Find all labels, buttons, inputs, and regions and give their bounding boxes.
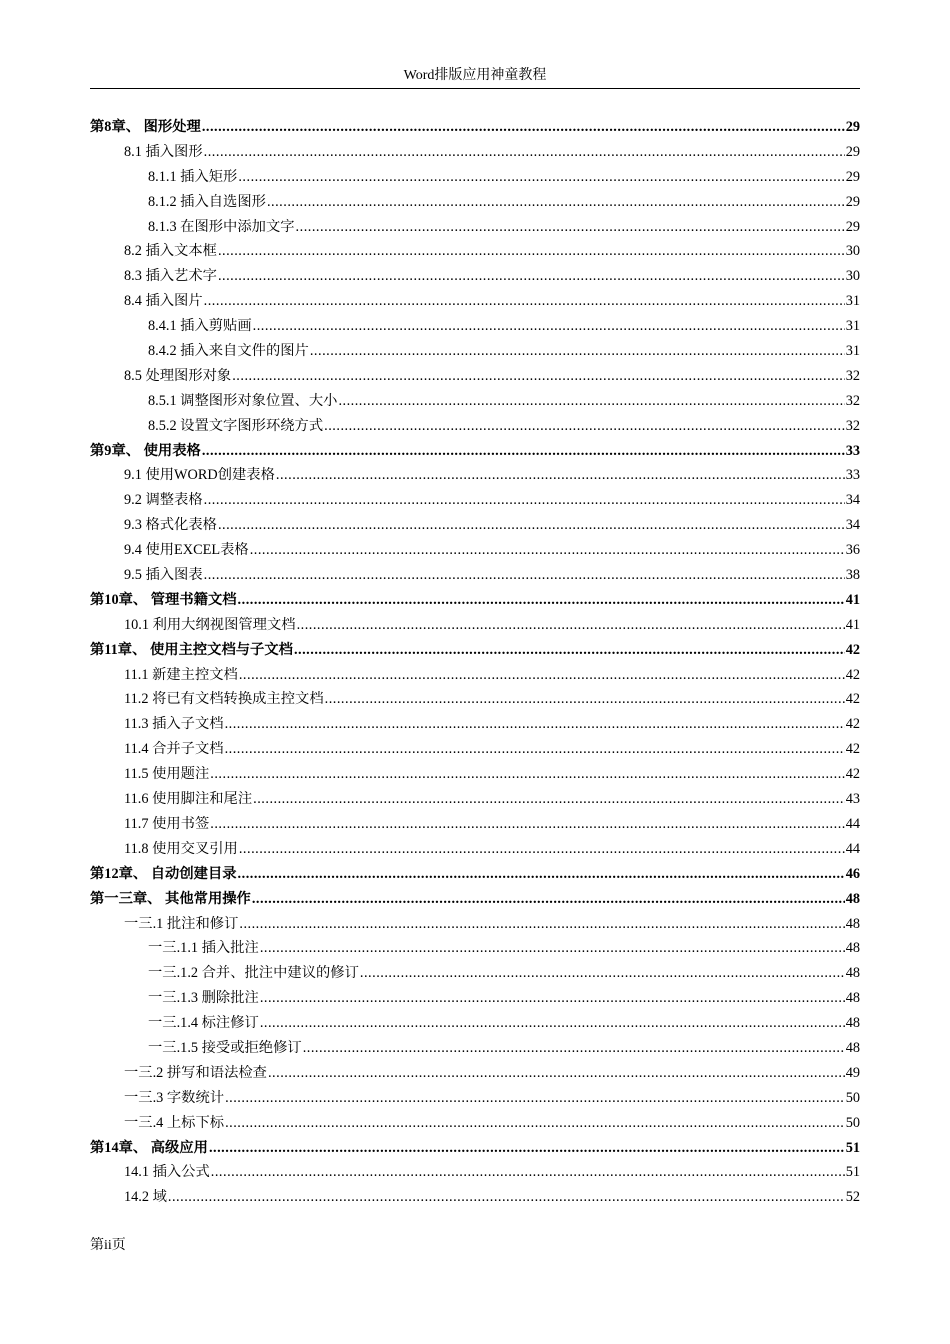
toc-dot-leader: [202, 439, 845, 464]
toc-entry-title: 第8章、 图形处理: [90, 119, 201, 135]
toc-entry-page-number: 29: [845, 143, 860, 160]
toc-entry-page-number: 29: [845, 168, 860, 185]
toc-dot-leader: [252, 887, 845, 912]
toc-dot-leader: [360, 961, 845, 986]
toc-entry[interactable]: [90, 712, 860, 737]
toc-entry-page-number: 31: [845, 343, 860, 360]
toc-entry-title: 14.1 插入公式: [124, 1164, 210, 1181]
toc-dot-leader: [204, 289, 845, 314]
toc-entry-page-number: 31: [845, 318, 860, 335]
toc-entry-page-number: 34: [845, 517, 860, 534]
toc-entry-title: 一三.1.2 合并、批注中建议的修订: [148, 965, 359, 982]
toc-entry-title: 一三.1.5 接受或拒绝修订: [148, 1039, 302, 1056]
toc-entry[interactable]: [90, 488, 860, 513]
toc-entry-title: 第14章、 高级应用: [90, 1139, 208, 1156]
toc-entry-page-number: 48: [845, 1015, 860, 1032]
toc-entry-title: 第11章、 使用主控文档与子文档: [90, 641, 293, 658]
toc-entry-title: 11.5 使用题注: [124, 766, 210, 783]
toc-entry-page-number: 33: [845, 442, 860, 459]
toc-entry-page-number: 48: [845, 965, 860, 982]
toc-dot-leader: [225, 712, 845, 737]
toc-entry-page-number: 46: [845, 865, 860, 882]
toc-dot-leader: [260, 936, 845, 961]
toc-entry-title: 一三.3 字数统计: [124, 1089, 225, 1106]
toc-entry-title: 10.1 利用大纲视图管理文档: [124, 616, 296, 633]
toc-entry[interactable]: [90, 190, 860, 215]
toc-entry-title: 11.3 插入子文档: [124, 716, 224, 733]
toc-entry-page-number: 30: [845, 268, 860, 285]
toc-dot-leader: [296, 215, 845, 240]
toc-entry[interactable]: [90, 663, 860, 688]
toc-entry-title: 8.2 插入文本框: [124, 243, 217, 260]
toc-entry[interactable]: [90, 239, 860, 264]
toc-entry[interactable]: [90, 364, 860, 389]
toc-dot-leader: [168, 1185, 845, 1210]
toc-dot-leader: [260, 1011, 845, 1036]
toc-entry-title: 第9章、 使用表格: [90, 442, 201, 459]
toc-entry[interactable]: [90, 961, 860, 986]
toc-dot-leader: [310, 339, 845, 364]
toc-entry[interactable]: [90, 463, 860, 488]
toc-entry-page-number: 29: [845, 193, 860, 210]
toc-entry[interactable]: [90, 812, 860, 837]
toc-entry-title: 8.5.1 调整图形对象位置、大小: [148, 392, 338, 409]
toc-entry[interactable]: [90, 588, 860, 613]
header-title: Word排版应用神童教程: [403, 68, 547, 83]
toc-dot-leader: [303, 1036, 845, 1061]
toc-dot-leader: [253, 314, 845, 339]
page-number-label: 第ii页: [90, 1238, 126, 1253]
toc-entry-page-number: 42: [845, 641, 860, 658]
toc-entry-title: 11.4 合并子文档: [124, 741, 224, 758]
toc-entry[interactable]: [90, 1036, 860, 1061]
toc-entry-title: 第10章、 管理书籍文档: [90, 591, 237, 608]
toc-dot-leader: [297, 613, 845, 638]
toc-entry[interactable]: [90, 414, 860, 439]
toc-entry-title: 一三.4 上标下标: [124, 1114, 225, 1131]
toc-entry[interactable]: [90, 439, 860, 464]
toc-entry-title: 8.5 处理图形对象: [124, 367, 232, 384]
toc-dot-leader: [218, 264, 845, 289]
toc-entry-page-number: 42: [845, 666, 860, 683]
toc-dot-leader: [211, 1160, 845, 1185]
toc-entry-page-number: 36: [845, 542, 860, 559]
toc-dot-leader: [239, 663, 845, 688]
toc-dot-leader: [338, 389, 844, 414]
toc-dot-leader: [210, 812, 844, 837]
toc-entry-page-number: 48: [845, 940, 860, 957]
toc-entry[interactable]: [90, 1111, 860, 1136]
toc-entry-title: 8.5.2 设置文字图形环绕方式: [148, 417, 324, 434]
toc-entry-page-number: 42: [845, 716, 860, 733]
toc-entry[interactable]: [90, 737, 860, 762]
toc-dot-leader: [250, 538, 845, 563]
toc-entry-page-number: 44: [845, 840, 860, 857]
toc-entry-page-number: 42: [845, 741, 860, 758]
toc-dot-leader: [204, 488, 845, 513]
toc-entry[interactable]: [90, 613, 860, 638]
toc-entry-page-number: 44: [845, 815, 860, 832]
toc-entry[interactable]: [90, 538, 860, 563]
toc-entry-title: 8.4.2 插入来自文件的图片: [148, 343, 309, 360]
toc-entry-page-number: 38: [845, 567, 860, 584]
toc-dot-leader: [202, 115, 845, 140]
toc-dot-leader: [267, 190, 845, 215]
toc-entry-page-number: 48: [845, 1039, 860, 1056]
toc-entry[interactable]: [90, 837, 860, 862]
toc-entry-title: 一三.1.3 删除批注: [148, 990, 259, 1007]
toc-entry-page-number: 31: [845, 293, 860, 310]
toc-entry-title: 一三.2 拼写和语法检查: [124, 1064, 267, 1081]
toc-entry-title: 11.2 将已有文档转换成主控文档: [124, 691, 324, 708]
toc-entry-page-number: 42: [845, 691, 860, 708]
toc-entry-title: 9.4 使用EXCEL表格: [124, 542, 249, 559]
toc-dot-leader: [204, 563, 845, 588]
toc-dot-leader: [239, 837, 845, 862]
toc-entry-title: 9.5 插入图表: [124, 567, 203, 584]
toc-dot-leader: [225, 1111, 845, 1136]
toc-entry-title: 第12章、 自动创建目录: [90, 865, 237, 882]
toc-entry-title: 8.4 插入图片: [124, 293, 203, 310]
toc-entry[interactable]: [90, 887, 860, 912]
toc-entry[interactable]: [90, 1160, 860, 1185]
toc-entry-title: 8.1.2 插入自选图形: [148, 193, 266, 210]
toc-dot-leader: [238, 588, 845, 613]
toc-entry[interactable]: [90, 1061, 860, 1086]
page-footer: [90, 1236, 126, 1256]
toc-entry-title: 一三.1 批注和修订: [124, 915, 239, 932]
toc-dot-leader: [268, 1061, 845, 1086]
toc-entry-page-number: 50: [845, 1089, 860, 1106]
toc-entry-page-number: 49: [845, 1064, 860, 1081]
toc-dot-leader: [210, 762, 844, 787]
toc-entry-title: 11.1 新建主控文档: [124, 666, 238, 683]
toc-dot-leader: [239, 912, 844, 937]
toc-entry-page-number: 48: [845, 915, 860, 932]
toc-dot-leader: [260, 986, 845, 1011]
toc-entry[interactable]: [90, 1185, 860, 1210]
toc-entry-page-number: 48: [845, 990, 860, 1007]
toc-dot-leader: [209, 1136, 845, 1161]
toc-entry[interactable]: [90, 687, 860, 712]
toc-dot-leader: [204, 140, 845, 165]
toc-entry-page-number: 51: [845, 1164, 860, 1181]
toc-entry-title: 9.2 调整表格: [124, 492, 203, 509]
toc-entry-page-number: 29: [845, 119, 860, 135]
toc-entry-page-number: 32: [845, 367, 860, 384]
toc-entry-title: 8.1 插入图形: [124, 143, 203, 160]
toc-entry[interactable]: [90, 1136, 860, 1161]
toc-entry[interactable]: [90, 986, 860, 1011]
toc-entry-title: 8.1.3 在图形中添加文字: [148, 218, 295, 235]
toc-entry[interactable]: [90, 1011, 860, 1036]
toc-entry-title: 14.2 域: [124, 1189, 167, 1206]
toc-entry[interactable]: [90, 787, 860, 812]
toc-entry[interactable]: [90, 165, 860, 190]
toc-dot-leader: [238, 165, 844, 190]
toc-entry[interactable]: [90, 389, 860, 414]
toc-entry-page-number: 43: [845, 791, 860, 808]
toc-entry-title: 8.1.1 插入矩形: [148, 168, 238, 185]
toc-entry[interactable]: [90, 289, 860, 314]
toc-dot-leader: [238, 862, 845, 887]
toc-dot-leader: [225, 737, 845, 762]
toc-dot-leader: [218, 239, 845, 264]
toc-entry[interactable]: [90, 115, 860, 140]
toc-entry-page-number: 33: [845, 467, 860, 484]
toc-entry-page-number: 30: [845, 243, 860, 260]
toc-entry-page-number: 32: [845, 417, 860, 434]
toc-entry[interactable]: [90, 638, 860, 663]
toc-dot-leader: [276, 463, 845, 488]
toc-entry-title: 8.4.1 插入剪贴画: [148, 318, 252, 335]
toc-entry[interactable]: [90, 862, 860, 887]
toc-entry-page-number: 41: [845, 591, 860, 608]
toc-entry[interactable]: [90, 339, 860, 364]
toc-entry[interactable]: [90, 563, 860, 588]
toc-entry-title: 9.1 使用WORD创建表格: [124, 467, 275, 484]
toc-entry[interactable]: [90, 513, 860, 538]
toc-entry-page-number: 32: [845, 392, 860, 409]
toc-entry-title: 一三.1.1 插入批注: [148, 940, 259, 957]
toc-entry-page-number: 34: [845, 492, 860, 509]
toc-entry[interactable]: [90, 936, 860, 961]
toc-entry[interactable]: [90, 215, 860, 240]
toc-entry-page-number: 51: [845, 1139, 860, 1156]
toc-entry[interactable]: [90, 264, 860, 289]
toc-entry-page-number: 41: [845, 616, 860, 633]
toc-entry[interactable]: [90, 1086, 860, 1111]
toc-entry-page-number: 50: [845, 1114, 860, 1131]
toc-entry-title: 11.6 使用脚注和尾注: [124, 791, 253, 808]
toc-dot-leader: [225, 1086, 845, 1111]
toc-entry-title: 一三.1.4 标注修订: [148, 1015, 259, 1032]
toc-entry[interactable]: [90, 140, 860, 165]
toc-entry-title: 11.7 使用书签: [124, 815, 210, 832]
toc-entry-title: 第一三章、 其他常用操作: [90, 890, 251, 907]
toc-entry-page-number: 48: [845, 890, 860, 907]
toc-entry-page-number: 42: [845, 766, 860, 783]
toc-entry-page-number: 52: [845, 1189, 860, 1206]
toc-entry-title: 8.3 插入艺术字: [124, 268, 217, 285]
page-header: [90, 66, 860, 89]
toc-dot-leader: [325, 687, 845, 712]
toc-entry[interactable]: [90, 762, 860, 787]
toc-entry-page-number: 29: [845, 218, 860, 235]
toc-entry-title: 9.3 格式化表格: [124, 517, 217, 534]
toc-entry[interactable]: [90, 314, 860, 339]
toc-entry-title: 11.8 使用交叉引用: [124, 840, 238, 857]
toc-dot-leader: [324, 414, 845, 439]
toc-entry[interactable]: [90, 912, 860, 937]
toc-dot-leader: [218, 513, 845, 538]
toc-dot-leader: [253, 787, 845, 812]
toc-dot-leader: [294, 638, 845, 663]
toc-dot-leader: [232, 364, 844, 389]
table-of-contents: [90, 115, 860, 1210]
